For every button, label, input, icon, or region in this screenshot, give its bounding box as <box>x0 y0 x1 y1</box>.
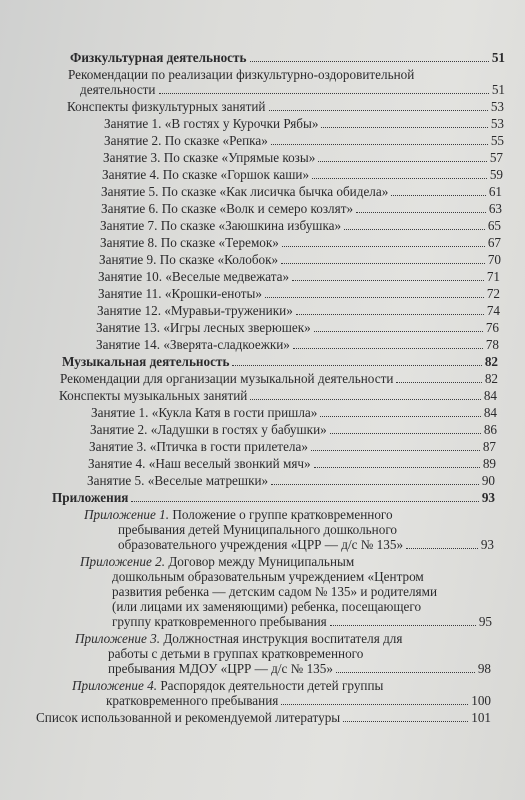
toc-entry <box>59 388 497 403</box>
toc-entry-title-line: Приложение 4. Распорядок деятельности детей группы <box>72 678 384 693</box>
dot-leader <box>311 450 480 451</box>
dot-leader <box>344 229 485 230</box>
page-number: 90 <box>481 473 495 488</box>
dot-leader <box>282 246 485 247</box>
toc-entry <box>96 320 499 335</box>
toc-entry <box>98 286 500 301</box>
toc-entry <box>72 678 491 708</box>
dot-leader <box>336 672 475 673</box>
toc-entry-title-line: Приложение 3. Должностная инструкция воспитателя для <box>75 631 403 646</box>
dot-leader <box>356 212 486 213</box>
toc-entry <box>99 252 501 267</box>
page-number: 89 <box>482 456 496 471</box>
page-number: 101 <box>471 710 491 725</box>
toc-entry <box>102 167 503 182</box>
page-number: 78 <box>485 337 499 352</box>
page-number: 87 <box>482 439 496 454</box>
dot-leader <box>312 178 487 179</box>
toc-entry-title-line: Музыкальная деятельность <box>62 354 230 369</box>
toc-entry-title-line: Конспекты физкультурных занятий <box>67 99 266 114</box>
toc-entry <box>87 473 495 488</box>
toc-entry <box>98 269 500 284</box>
dot-leader <box>406 548 478 549</box>
dot-leader <box>321 127 487 128</box>
page-number: 93 <box>480 537 494 552</box>
toc-entry-title-line: деятельности <box>80 82 156 97</box>
dot-leader <box>314 467 480 468</box>
page-number: 51 <box>491 50 505 65</box>
toc-entry <box>100 235 501 250</box>
toc-entry-title-line: Занятие 9. По сказке «Колобок» <box>99 252 279 267</box>
toc-entry <box>91 405 497 420</box>
page-number: 86 <box>483 422 497 437</box>
page-number: 74 <box>486 303 500 318</box>
toc-entry <box>80 554 492 629</box>
toc-entry-title-line: Приложение 1. Положение о группе кратковременного <box>84 507 393 522</box>
page-number: 53 <box>490 99 504 114</box>
toc-entry <box>88 456 496 471</box>
page-number: 55 <box>490 133 504 148</box>
toc-entry-title-line: Занятие 4. «Наш веселый звонкий мяч» <box>88 456 311 471</box>
toc-entry-title-line: Занятие 1. «Кукла Катя в гости пришла» <box>91 405 318 420</box>
toc-entry-title-line: Занятие 10. «Веселые медвежата» <box>98 269 290 284</box>
page-number: 84 <box>483 405 497 420</box>
toc-entry-title-line: Занятие 8. По сказке «Теремок» <box>100 235 279 250</box>
toc-entry-title-line: группу кратковременного пребывания <box>112 614 327 629</box>
toc-entry-title-line: дошкольным образовательным учреждением «Центром <box>112 569 424 584</box>
dot-leader <box>265 297 484 298</box>
dot-leader <box>271 484 479 485</box>
toc-entry-title-line: образовательного учреждения «ЦРР — д/с № 135» <box>118 537 404 552</box>
toc-entry <box>103 150 503 165</box>
page-number: 63 <box>488 201 502 216</box>
dot-leader <box>314 331 483 332</box>
toc-entry <box>60 371 498 386</box>
toc-entry-title-line: Занятие 3. По сказке «Упрямые козы» <box>103 150 316 165</box>
toc-entry-title-line: Рекомендации для организации музыкальной деятельности <box>60 371 394 386</box>
dot-leader <box>343 721 468 722</box>
toc-entry-title-line: развития ребенка — детским садом № 135» и родителями <box>112 584 438 599</box>
toc-entry-title-line: Занятие 3. «Птичка в гости прилетела» <box>89 439 308 454</box>
toc-entry <box>96 337 499 352</box>
toc-entry <box>75 631 491 676</box>
page-number: 98 <box>477 661 491 676</box>
dot-leader <box>281 263 485 264</box>
page-number: 82 <box>484 371 498 386</box>
toc-entry-title-line: Занятие 7. По сказке «Заюшкина избушка» <box>100 218 342 233</box>
toc-entry <box>84 507 494 552</box>
toc-entry <box>67 99 504 114</box>
toc-section-heading <box>52 490 495 505</box>
page-number: 71 <box>486 269 500 284</box>
dot-leader <box>250 399 480 400</box>
toc-entry-title-line: Занятие 6. По сказке «Волк и семеро козлят» <box>101 201 354 216</box>
page-number: 72 <box>486 286 500 301</box>
dot-leader <box>391 195 485 196</box>
toc-entry <box>89 439 496 454</box>
toc-entry-title-line: Физкультурная деятельность <box>70 50 247 65</box>
page-number: 51 <box>491 82 505 97</box>
page-number: 95 <box>478 614 492 629</box>
dot-leader <box>296 314 484 315</box>
page-number: 53 <box>490 116 504 131</box>
dot-leader <box>281 704 468 705</box>
page-number: 61 <box>488 184 502 199</box>
page-number: 76 <box>485 320 499 335</box>
toc-entry-title-line: Занятие 12. «Муравьи-труженики» <box>97 303 293 318</box>
page-number: 59 <box>489 167 503 182</box>
toc-entry-title-line: Занятие 1. «В гостях у Курочки Рябы» <box>104 116 319 131</box>
toc-entry <box>104 116 504 131</box>
toc-entry <box>90 422 497 437</box>
dot-leader <box>159 93 489 94</box>
dot-leader <box>330 625 476 626</box>
toc-entry-title-line: Приложение 2. Договор между Муниципальным <box>80 554 355 569</box>
toc-entry-title-line: кратковременного пребывания <box>106 693 279 708</box>
toc-entry <box>101 201 502 216</box>
toc-entry-title-line: Занятие 2. По сказке «Репка» <box>104 133 268 148</box>
dot-leader <box>131 501 478 502</box>
toc-entry <box>104 133 504 148</box>
toc-entry-title-line: Конспекты музыкальных занятий <box>59 388 248 403</box>
toc-entry-title-line: Приложения <box>52 490 129 505</box>
dot-leader <box>269 110 488 111</box>
toc-entry-title-line: работы с детьми в группах кратковременного <box>108 646 364 661</box>
toc-entry-title-line: Занятие 13. «Игры лесных зверюшек» <box>96 320 311 335</box>
toc-entry <box>101 184 502 199</box>
page-number: 57 <box>489 150 503 165</box>
toc-entry-title-line: пребывания МДОУ «ЦРР — д/с № 135» <box>108 661 333 676</box>
page-number: 84 <box>483 388 497 403</box>
toc-section-heading <box>70 50 505 65</box>
toc-entry-title-line: Список использованной и рекомендуемой литературы <box>36 710 341 725</box>
toc-entry <box>68 67 505 97</box>
toc-entry-title-line: Занятие 5. По сказке «Как лисичка бычка обидела» <box>101 184 389 199</box>
dot-leader <box>271 144 488 145</box>
toc-entry-title-line: Занятие 11. «Крошки-еноты» <box>98 286 262 301</box>
toc-entry-title-line: пребывания детей Муниципального дошкольного <box>118 522 397 537</box>
dot-leader <box>293 348 483 349</box>
dot-leader <box>232 365 481 366</box>
dot-leader <box>318 161 486 162</box>
page-number: 70 <box>487 252 501 267</box>
toc-entry-title-line: Занятие 4. По сказке «Горшок каши» <box>102 167 310 182</box>
dot-leader <box>292 280 484 281</box>
dot-leader <box>320 416 480 417</box>
toc-entry <box>36 710 491 725</box>
toc-entry <box>97 303 500 318</box>
toc-entry <box>100 218 501 233</box>
table-of-contents <box>0 50 525 727</box>
page-number: 65 <box>487 218 501 233</box>
toc-entry-title-line: Занятие 2. «Ладушки в гостях у бабушки» <box>90 422 327 437</box>
toc-entry-title-line: Рекомендации по реализации физкультурно-оздоровительной <box>68 67 415 82</box>
page-number: 93 <box>481 490 495 505</box>
dot-leader <box>250 61 489 62</box>
toc-entry-title-line: Занятие 5. «Веселые матрешки» <box>87 473 269 488</box>
toc-entry-title-line: (или лицами их заменяющими) ребенка, посещающего <box>112 599 422 614</box>
page-number: 82 <box>484 354 498 369</box>
page-number: 100 <box>471 693 491 708</box>
toc-section-heading <box>62 354 498 369</box>
dot-leader <box>396 382 481 383</box>
page-number: 67 <box>487 235 501 250</box>
toc-entry-title-line: Занятие 14. «Зверята-сладкоежки» <box>96 337 290 352</box>
dot-leader <box>330 433 481 434</box>
